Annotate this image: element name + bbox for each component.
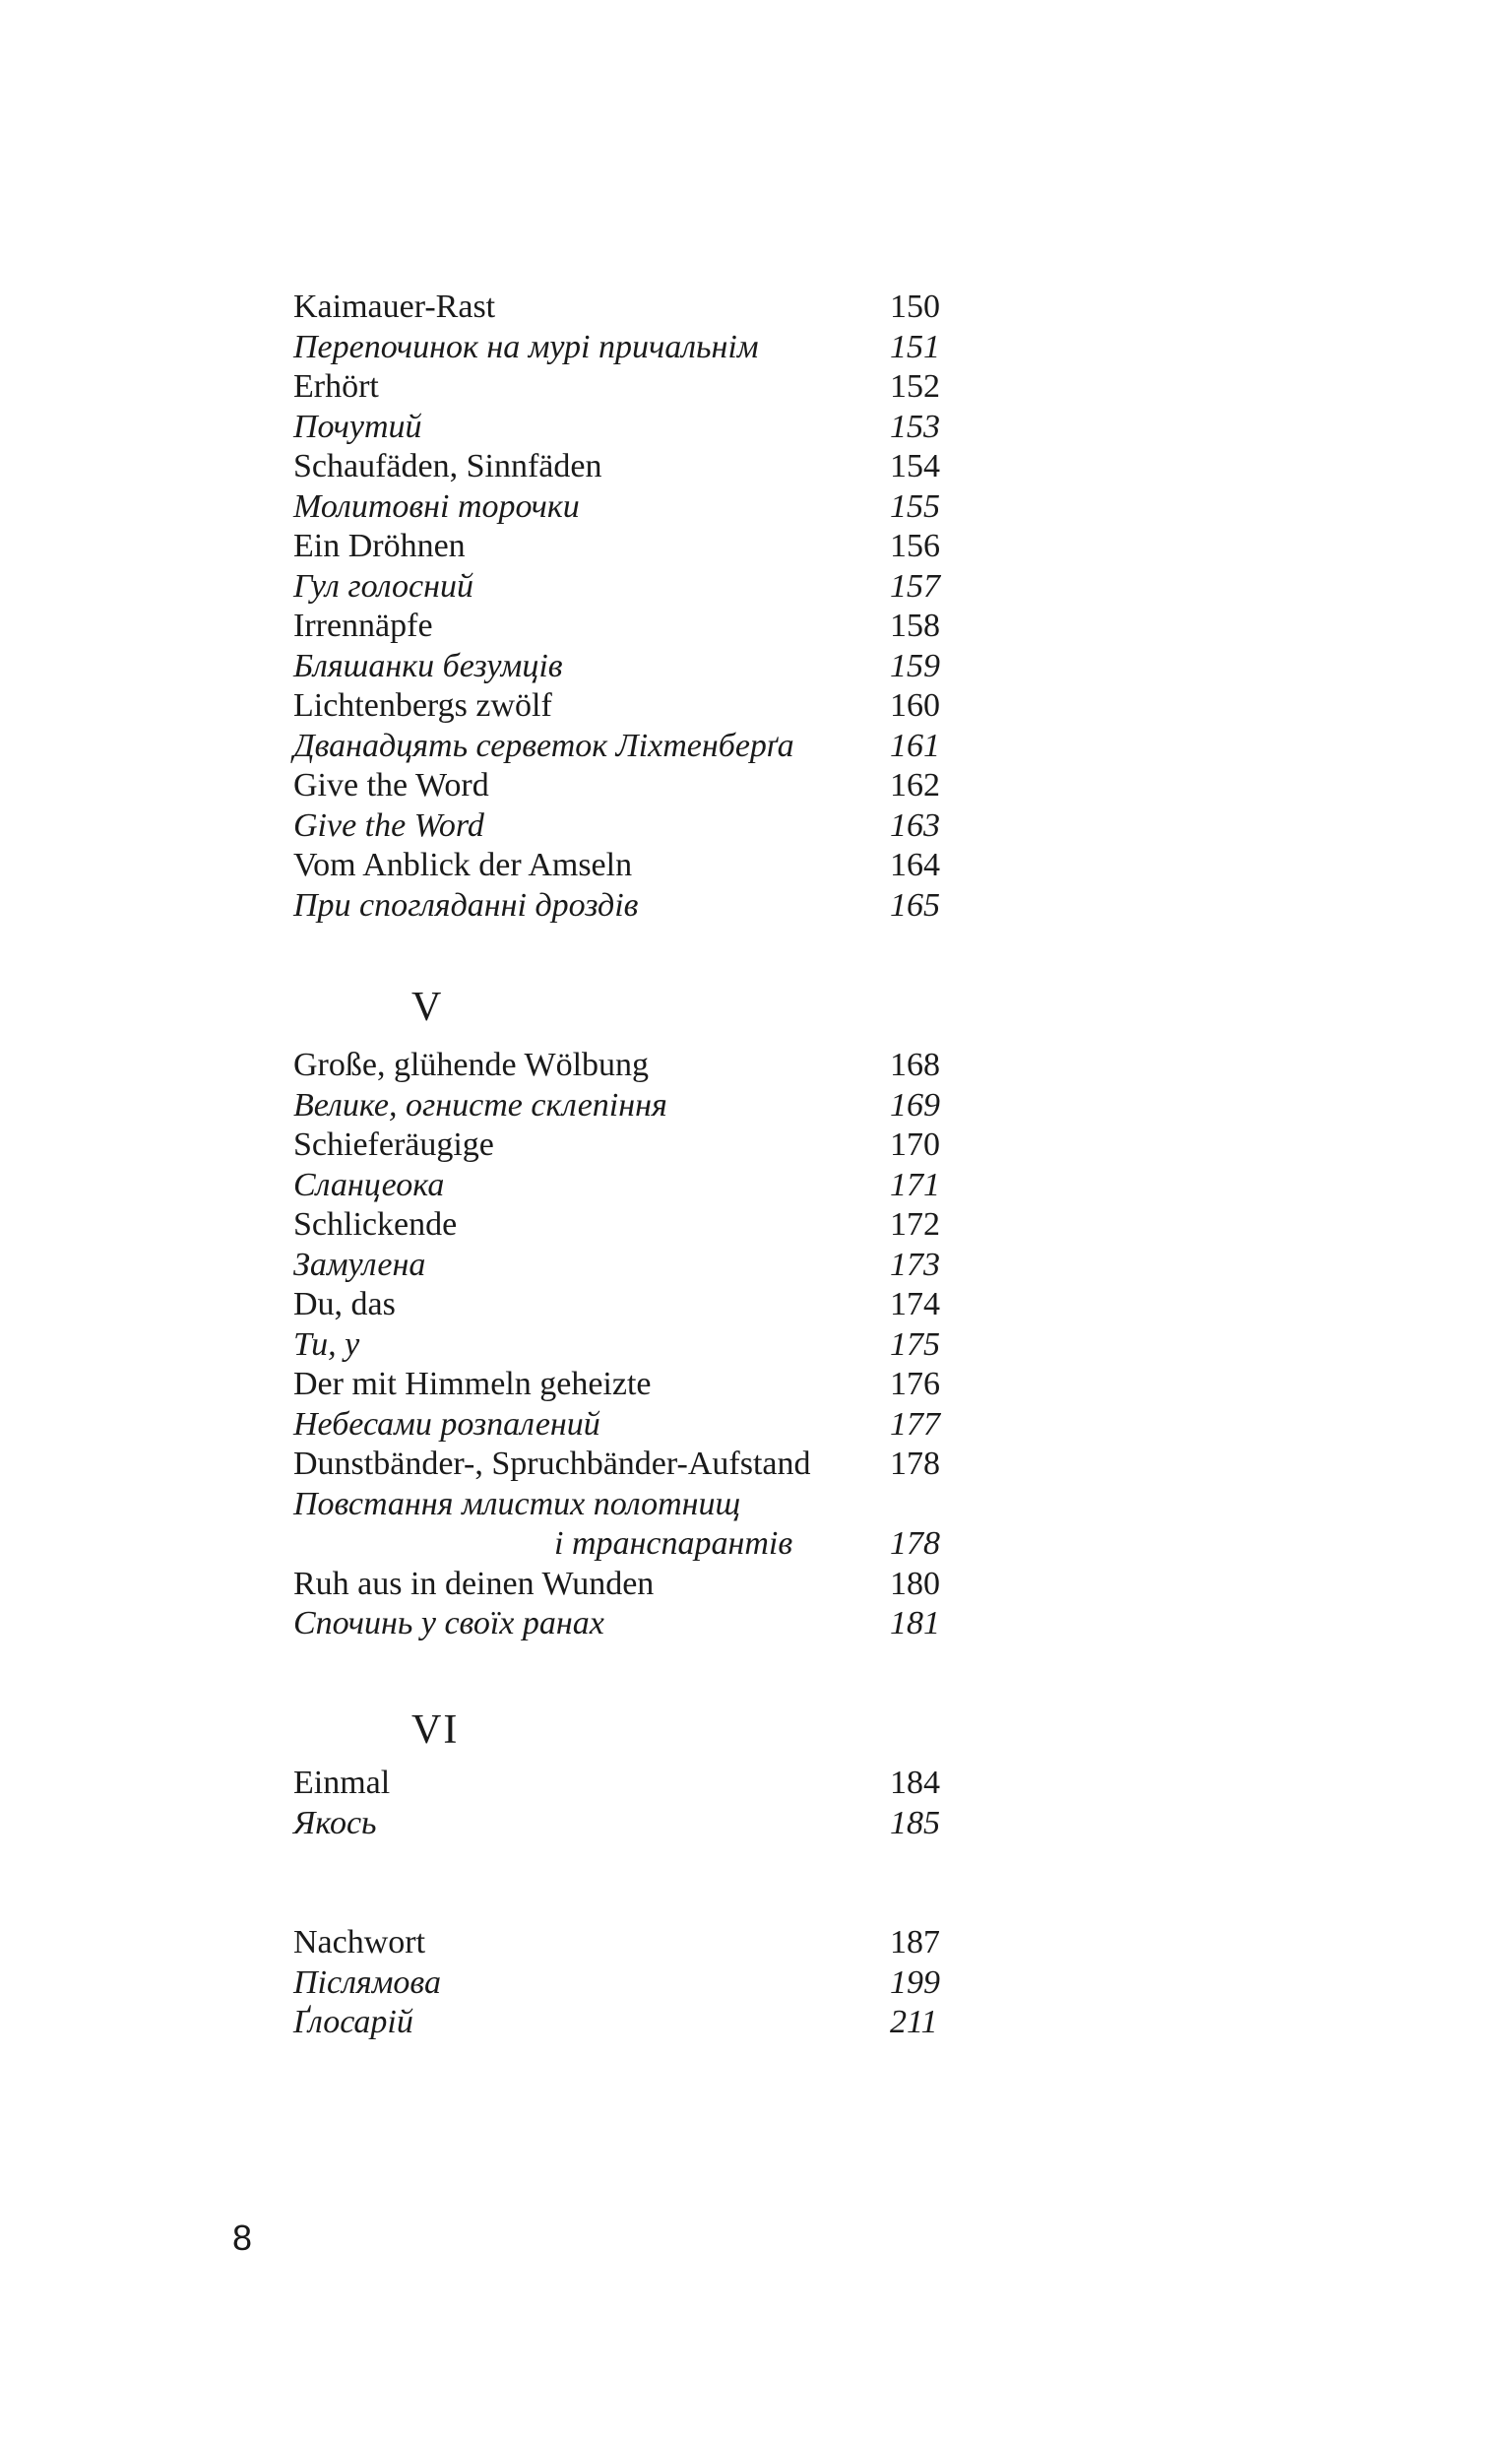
toc-entry-page: 159: [890, 647, 940, 684]
page-number: 8: [232, 2218, 253, 2258]
toc-entry: [293, 567, 943, 608]
toc-entry-title: Irrennäpfe: [293, 608, 433, 644]
toc-entry-page: 157: [890, 567, 940, 605]
toc-entry-page: 170: [890, 1126, 940, 1163]
toc-entry: [293, 686, 943, 727]
toc-entry-page: 154: [890, 448, 940, 484]
toc-entry-page: 175: [890, 1325, 940, 1363]
toc-entry: [293, 1285, 943, 1325]
toc-entry-page: 150: [890, 289, 940, 325]
toc-entry-page: 165: [890, 886, 940, 924]
toc-entry-page: 163: [890, 806, 940, 844]
toc-entry-page: 211: [890, 2004, 938, 2040]
toc-entry-title: Спочинь у своїх ранах: [293, 1605, 604, 1641]
toc-entry: [293, 328, 943, 368]
toc-entry-title: Замулена: [293, 1246, 426, 1283]
toc-entry-title: Молитовні торочки: [293, 487, 580, 525]
toc-entry-page: 185: [890, 1804, 940, 1841]
toc-entry-page: 151: [890, 328, 940, 365]
toc-entry-page: 172: [890, 1206, 940, 1243]
toc-entry-title: При спогляданні дроздів: [293, 886, 639, 924]
toc-entry-title: Післямова: [293, 1963, 441, 2001]
toc-entry: [293, 1963, 943, 2004]
toc-entry: [293, 1046, 943, 1086]
toc-entry: [293, 727, 943, 767]
toc-entry-title: Give the Word: [293, 806, 484, 844]
toc-entry-title: Kaimauer-Rast: [293, 289, 496, 325]
toc-entry: [293, 408, 943, 448]
toc-entry-title: Почутий: [293, 408, 422, 445]
toc-entry-title: Nachwort: [293, 1924, 426, 1961]
toc-entry-page: 173: [890, 1246, 940, 1283]
toc-entry-title: Повстання млистих полотнищ: [293, 1485, 741, 1522]
toc-entry-title: Dunstbänder-, Spruchbänder-Aufstand: [293, 1446, 811, 1482]
toc-block-1: [293, 288, 943, 926]
toc-entry-page: 156: [890, 528, 940, 564]
toc-block-3: [293, 1764, 943, 1843]
toc-entry-page: 187: [890, 1924, 940, 1961]
toc-entry: [293, 1804, 943, 1844]
toc-entry: [293, 1565, 943, 1605]
section-heading-vi: VI: [411, 1707, 460, 1753]
toc-entry: [293, 607, 943, 647]
toc-entry-title: Велике, огнисте склепіння: [293, 1086, 667, 1124]
toc-entry-title: Give the Word: [293, 767, 489, 804]
toc-entry-page: 158: [890, 608, 940, 644]
toc-entry-page: 171: [890, 1166, 940, 1203]
toc-entry-title: Erhört: [293, 368, 379, 405]
toc-entry-page: 152: [890, 368, 940, 405]
toc-entry-title: Якось: [293, 1804, 377, 1841]
toc-entry-title: Der mit Himmeln geheizte: [293, 1366, 652, 1402]
toc-entry-title: Перепочинок на мурі причальнім: [293, 328, 759, 365]
toc-entry: [293, 1205, 943, 1246]
toc-entry: [293, 1923, 943, 1963]
toc-entry-title: Vom Anblick der Amseln: [293, 847, 633, 883]
toc-entry-page: 178: [890, 1446, 940, 1482]
toc-entry: [293, 1604, 943, 1644]
toc-entry: [293, 447, 943, 487]
toc-entry-page: 155: [890, 487, 940, 525]
toc-entry-page: 199: [890, 1963, 940, 2001]
toc-entry: [293, 367, 943, 408]
toc-entry: [293, 1365, 943, 1405]
toc-entry-title: Ruh aus in deinen Wunden: [293, 1565, 655, 1602]
toc-entry-title: і транспарантів: [554, 1525, 793, 1562]
toc-entry-title: Ein Dröhnen: [293, 528, 466, 564]
toc-entry-page: 176: [890, 1366, 940, 1402]
toc-entry-title: Дванадцять серветок Ліхтенберґа: [293, 727, 794, 764]
toc-entry: [293, 1524, 943, 1565]
toc-entry-page: 164: [890, 847, 940, 883]
toc-entry-title: Lichtenbergs zwölf: [293, 687, 552, 724]
toc-block-2: [293, 1046, 943, 1644]
toc-entry: [293, 1246, 943, 1286]
toc-entry-title: Сланцеока: [293, 1166, 445, 1203]
toc-entry: [293, 766, 943, 806]
toc-entry-title: Schieferäugige: [293, 1126, 494, 1163]
toc-entry: [293, 2003, 943, 2043]
toc-entry-title: Небесами розпалений: [293, 1405, 600, 1443]
toc-entry: [293, 288, 943, 328]
toc-entry: [293, 487, 943, 528]
toc-entry-page: 174: [890, 1286, 940, 1322]
toc-entry: [293, 1086, 943, 1126]
toc-entry-page: 180: [890, 1565, 940, 1602]
toc-entry-page: 161: [890, 727, 940, 764]
section-heading-v: V: [411, 985, 444, 1030]
toc-entry-title: Schlickende: [293, 1206, 458, 1243]
toc-entry-page: 162: [890, 767, 940, 804]
toc-entry-page: 181: [890, 1605, 940, 1641]
toc-entry-title: Гул голосний: [293, 567, 473, 605]
toc-entry: [293, 846, 943, 886]
toc-entry-title: Бляшанки безумців: [293, 647, 563, 684]
toc-entry-title: Einmal: [293, 1765, 391, 1801]
toc-entry-page: 169: [890, 1086, 940, 1124]
toc-entry-page: 160: [890, 687, 940, 724]
toc-entry-page: 153: [890, 408, 940, 445]
toc-entry-page: 178: [890, 1525, 940, 1562]
toc-entry: [293, 886, 943, 927]
toc-entry: [293, 1445, 943, 1485]
toc-entry: [293, 1405, 943, 1446]
toc-entry: [293, 527, 943, 567]
toc-entry: [293, 647, 943, 687]
toc-block-4: [293, 1923, 943, 2043]
toc-entry-title: Ти, у: [293, 1325, 360, 1363]
toc-entry: [293, 1166, 943, 1206]
toc-entry-title: Schaufäden, Sinnfäden: [293, 448, 602, 484]
toc-entry-title: Du, das: [293, 1286, 396, 1322]
toc-entry: [293, 1325, 943, 1366]
toc-entry-page: 177: [890, 1405, 940, 1443]
toc-entry-page: 168: [890, 1047, 940, 1083]
toc-entry: [293, 1125, 943, 1166]
toc-entry-page: 184: [890, 1765, 940, 1801]
toc-entry: [293, 806, 943, 847]
toc-entry: [293, 1485, 943, 1525]
toc-entry-title: Ґлосарій: [293, 2004, 413, 2040]
toc-entry: [293, 1764, 943, 1804]
toc-entry-title: Große, glühende Wölbung: [293, 1047, 650, 1083]
